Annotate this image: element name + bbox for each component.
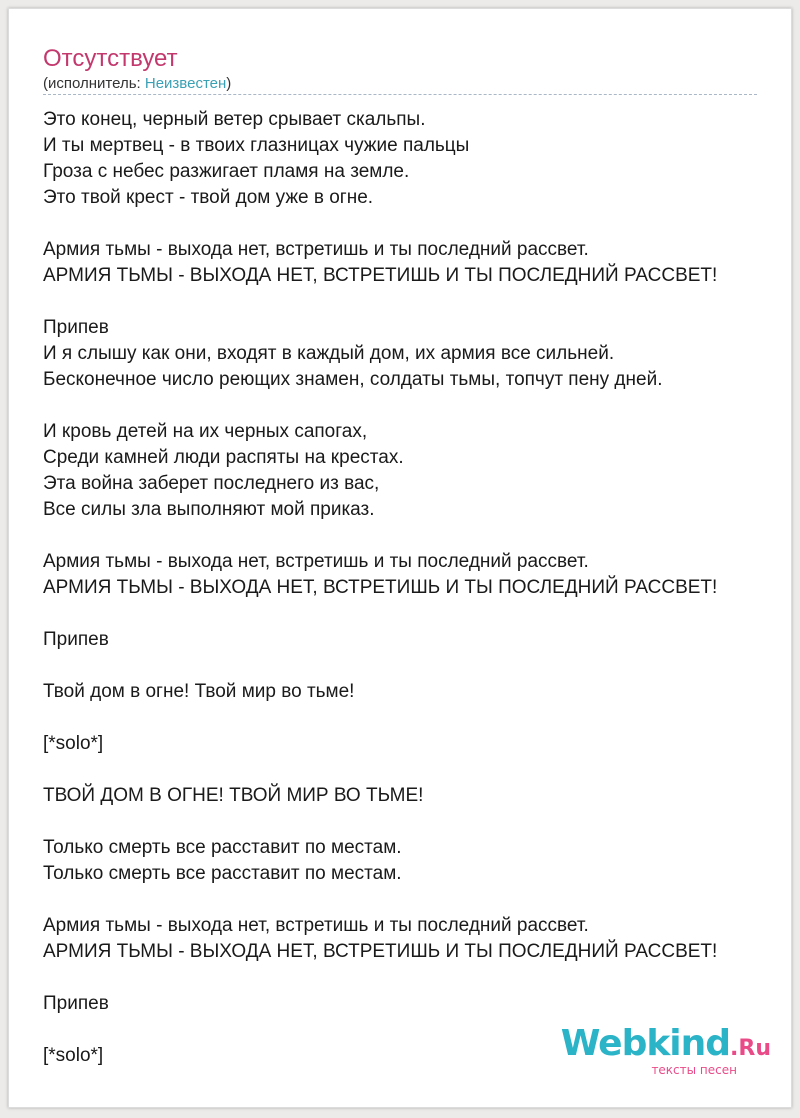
lyric-line (43, 757, 717, 783)
lyric-line: АРМИЯ ТЬМЫ - ВЫХОДА НЕТ, ВСТРЕТИШЬ И ТЫ ПОСЛЕДНИЙ РАССВЕТ! (43, 941, 718, 962)
logo-tagline: тексты песен (651, 1063, 737, 1077)
logo-word: Webkind (560, 1023, 731, 1064)
lyric-line: Припев (43, 629, 109, 650)
lyric-line: Это конец, черный ветер срывает скальпы. (43, 109, 426, 130)
lyric-line (43, 705, 717, 731)
lyric-line: АРМИЯ ТЬМЫ - ВЫХОДА НЕТ, ВСТРЕТИШЬ И ТЫ ПОСЛЕДНИЙ РАССВЕТ! (43, 265, 718, 286)
lyric-line (43, 887, 717, 913)
lyric-line: АРМИЯ ТЬМЫ - ВЫХОДА НЕТ, ВСТРЕТИШЬ И ТЫ ПОСЛЕДНИЙ РАССВЕТ! (43, 577, 718, 598)
lyric-line: [*solo*] (43, 1045, 104, 1066)
lyric-line: Только смерть все расставит по местам. (43, 863, 402, 884)
lyric-line (43, 211, 717, 237)
lyric-line (43, 523, 717, 549)
lyric-line (43, 393, 717, 419)
lyric-line: Эта война заберет последнего из вас, (43, 473, 380, 494)
lyric-line: И я слышу как они, входят в каждый дом, их армия все сильней. (43, 343, 615, 364)
artist-prefix: (исполнитель: (43, 75, 145, 92)
logo-tld: .Ru (730, 1036, 771, 1061)
logo-text (561, 1023, 771, 1064)
lyric-line: Бесконечное число реющих знамен, солдаты тьмы, топчут пену дней. (43, 369, 663, 390)
lyric-line: Гроза с небес разжигает пламя на земле. (43, 161, 410, 182)
lyric-line: Припев (43, 317, 109, 338)
artist-link[interactable]: Неизвестен (144, 75, 227, 92)
lyric-line: Среди камней люди распяты на крестах. (43, 447, 404, 468)
lyric-line: Армия тьмы - выхода нет, встретишь и ты последний рассвет. (43, 551, 589, 572)
lyric-line: И ты мертвец - в твоих глазницах чужие пальцы (43, 135, 470, 156)
artist-suffix: ) (226, 75, 232, 92)
lyric-line: Припев (43, 993, 109, 1014)
site-logo[interactable] (560, 1023, 771, 1083)
lyric-line (43, 289, 717, 315)
lyric-line (43, 965, 717, 991)
lyrics-body (43, 107, 717, 1069)
lyric-line: И кровь детей на их черных сапогах, (43, 421, 368, 442)
lyric-line: ТВОЙ ДОМ В ОГНЕ! ТВОЙ МИР ВО ТЬМЕ! (43, 785, 424, 806)
lyrics-page (8, 8, 792, 1108)
lyric-line: Твой дом в огне! Твой мир во тьме! (43, 681, 355, 702)
lyric-line: Армия тьмы - выхода нет, встретишь и ты последний рассвет. (43, 915, 589, 936)
lyric-line: Это твой крест - твой дом уже в огне. (43, 187, 374, 208)
lyric-line (43, 653, 717, 679)
lyric-line (43, 809, 717, 835)
lyric-line: [*solo*] (43, 733, 104, 754)
song-title: Отсутствует (43, 45, 178, 72)
lyric-line (43, 601, 717, 627)
header-divider (43, 94, 757, 95)
artist-line (43, 75, 231, 92)
lyric-line: Только смерть все расставит по местам. (43, 837, 402, 858)
lyric-line: Все силы зла выполняют мой приказ. (43, 499, 375, 520)
lyric-line: Армия тьмы - выхода нет, встретишь и ты последний рассвет. (43, 239, 589, 260)
